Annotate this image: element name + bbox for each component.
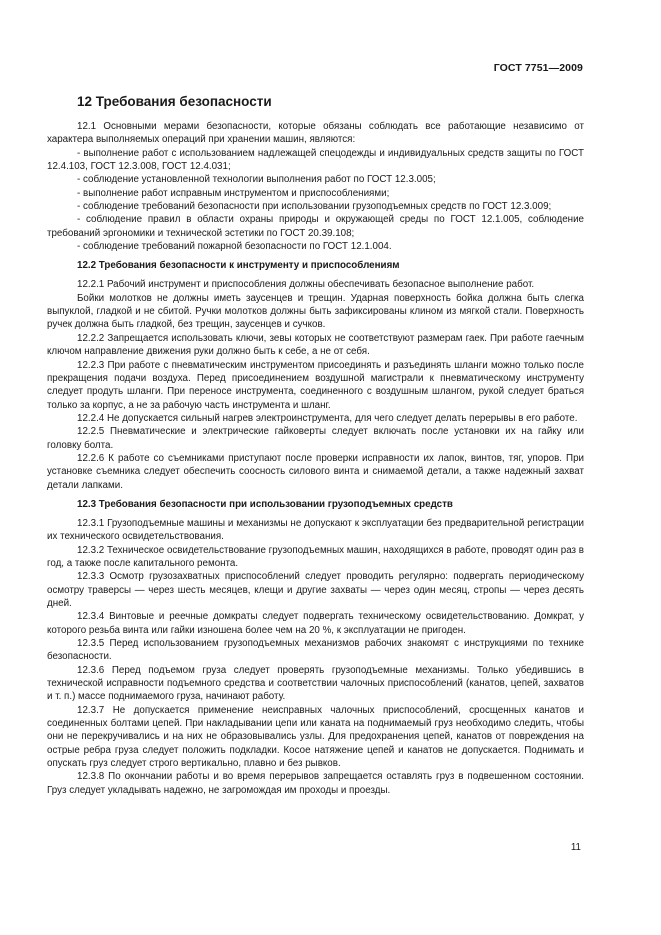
paragraph: Бойки молотков не должны иметь заусенцев и трещин. Ударная поверхность бойка должна быть слегка выпуклой, гладкой и не сбитой. Ручки молотков должны быть зафиксированы клином из мягкой стали. Поверхность ручек должна быть гладкой, без трещин, заусенцев и сучков.: [47, 292, 584, 331]
paragraph: 12.3.1 Грузоподъемные машины и механизмы не допускают к эксплуатации без предварительной регистрации их технического освидетельствования.: [47, 517, 584, 543]
paragraph: 12.2.4 Не допускается сильный нагрев электроинструмента, для чего следует делать перерывы в его работе.: [77, 412, 578, 424]
paragraph: 12.3.5 Перед использованием грузоподъемных механизмов рабочих знакомят с инструкциями по технике безопасности.: [47, 638, 584, 663]
subsection-title-12-2: 12.2 Требования безопасности к инструменту и приспособлениям: [77, 260, 400, 272]
list-item: - соблюдение требований пожарной безопасности по ГОСТ 12.1.004.: [77, 241, 392, 253]
paragraph: 12.2.5 Пневматические и электрические гайковерты следует включать после установки их на гайку или головку болта.: [47, 426, 584, 451]
list-item: - выполнение работ с использованием надлежащей спецодежды и индивидуальных средств защиты по ГОСТ 12.4.103, ГОСТ 12.3.008, ГОСТ 12.4.031;: [47, 147, 584, 173]
list-item: - соблюдение требований безопасности при использовании грузоподъемных средств по ГОСТ 12.3.009;: [77, 201, 552, 213]
paragraph: 12.2.1 Рабочий инструмент и приспособления должны обеспечивать безопасное выполнение работ.: [77, 279, 535, 291]
paragraph: 12.3.7 Не допускается применение неисправных чалочных приспособлений, сросщенных канатов и соединенных болтами цепей. При накладывании цепи или каната на поднимаемый груз необходимо следить, чтобы они не перекручивались и на них не образовывались узлы. Для предохранения цепей, канатов от повреждения на острые ребра груза следует положить подкладки. Косое натяжение цепей и канатов не допускается. Поднимать и опускать груз следует строго вертикально, плавно и без рывков.: [47, 704, 584, 770]
document-code: ГОСТ 7751—2009: [493, 62, 583, 74]
paragraph: 12.3.6 Перед подъемом груза следует проверять грузоподъемные механизмы. Только убедившись в технической исправности подъемного средства и соответствии чалочных приспособлений (канатов, цепей, захватов и т. п.) массе поднимаемого груза, начинают работу.: [47, 664, 584, 703]
paragraph: 12.2.6 К работе со съемниками приступают после проверки исправности их лапок, винтов, тяг, упоров. При установке съемника следует обеспечить соосность силового винта и снимаемой детали, а также надежный захват детали лапками.: [47, 452, 584, 491]
section-title: 12 Требования безопасности: [77, 94, 272, 109]
list-item: - соблюдение установленной технологии выполнения работ по ГОСТ 12.3.005;: [77, 174, 436, 186]
page-number: 11: [570, 842, 581, 853]
subsection-title-12-3: 12.3 Требования безопасности при использовании грузоподъемных средств: [77, 498, 453, 510]
list-item: - соблюдение правил в области охраны природы и окружающей среды по ГОСТ 12.1.005, соблюдение требований эргономики и технической эстетики по ГОСТ 20.39.108;: [47, 214, 584, 239]
paragraph: 12.3.8 По окончании работы и во время перерывов запрещается оставлять груз в подвешенном состоянии. Груз следует укладывать надежно, не загромождая им проходы и проезды.: [47, 771, 584, 796]
document-body: [47, 94, 584, 797]
paragraph: 12.2.2 Запрещается использовать ключи, зевы которых не соответствуют размерам гаек. При работе гаечным ключом направление движения руки должно быть к себе, а не от себя.: [47, 332, 584, 358]
paragraph: 12.3.3 Осмотр грузозахватных приспособлений следует проводить регулярно: подвергать периодическому осмотру траверсы — через шесть месяцев, клещи и другие захваты — через один месяц, стропы — через десять дней.: [47, 571, 584, 609]
paragraph: 12.3.4 Винтовые и реечные домкраты следует подвергать техническому освидетельствованию. Домкрат, у которого резьба винта или гайки изношена более чем на 20 %, к эксплуатации не пригоден.: [47, 611, 584, 636]
paragraph: 12.3.2 Техническое освидетельствование грузоподъемных машин, находящихся в работе, проводят один раз в год, а также после капитального ремонта.: [47, 544, 584, 569]
paragraph: 12.2.3 При работе с пневматическим инструментом присоединять и разъединять шланги можно только после прекращения подачи воздуха. Перед присоединением воздушной магистрали к пневматическому инструменту следует продуть шланги. При переносе инструмента, соединенного с воздушным шлангом, рукой следует браться только за корпус, а не за рабочую часть инструмента и шланг.: [47, 359, 584, 411]
list-item: - выполнение работ исправным инструментом и приспособлениями;: [77, 187, 390, 199]
paragraph-12-1: 12.1 Основными мерами безопасности, которые обязаны соблюдать все работающие независимо от характера выполняемых операций при хранении машин, являются:: [47, 121, 584, 146]
